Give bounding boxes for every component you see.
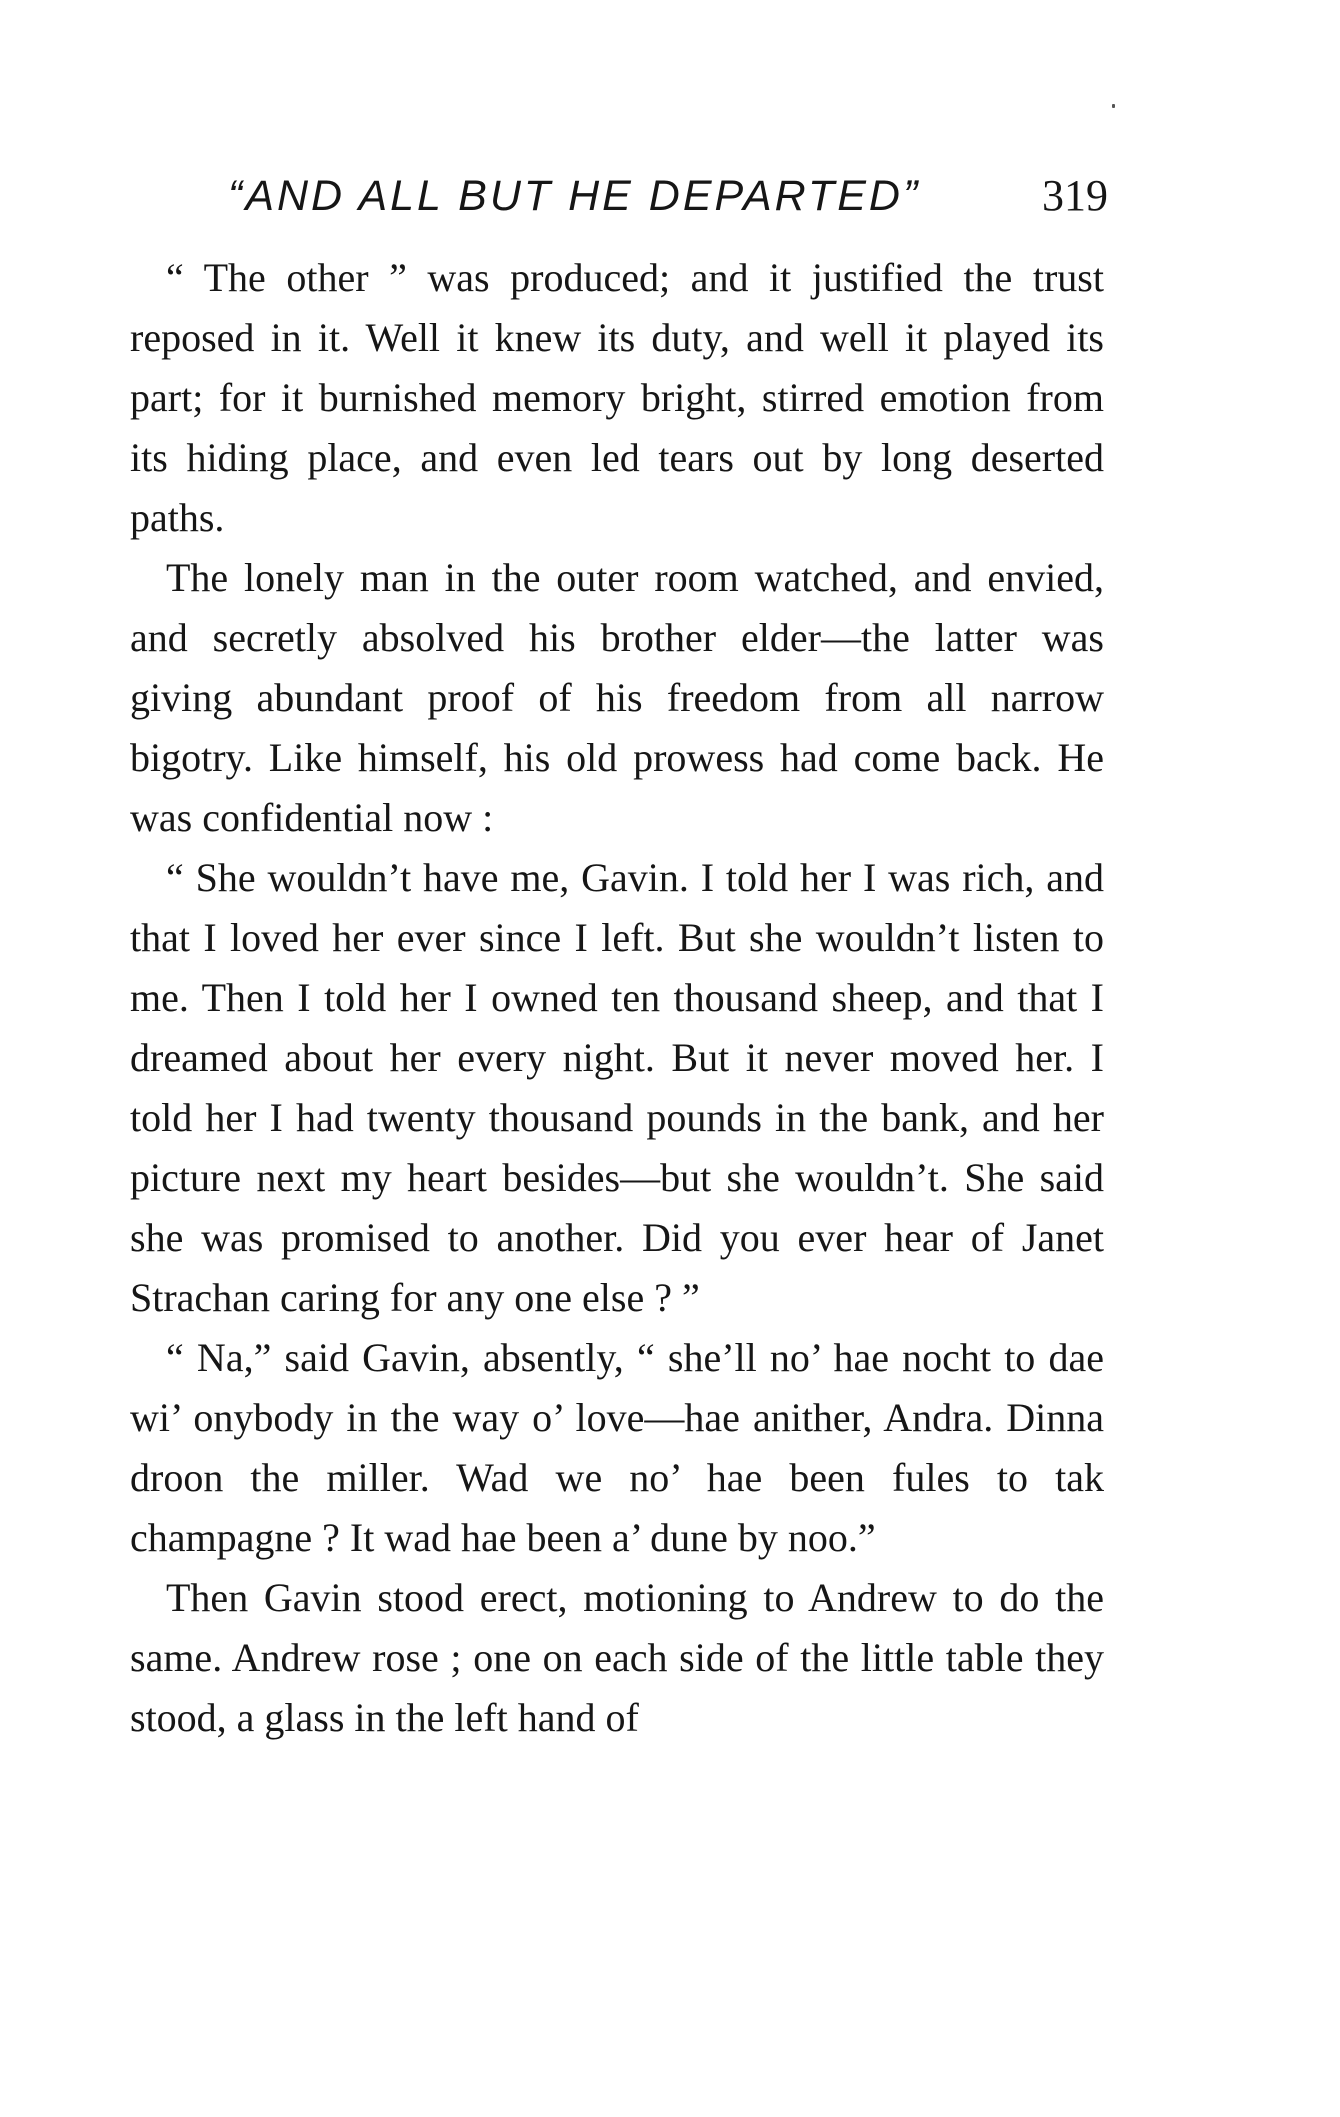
- paragraph-3: “ She wouldn’t have me, Gavin. I told her I was rich, and that I loved her ever since I left. But she wouldn’t listen to me. Then I told her I owned ten thousand sheep, and that I dreamed about her every night. But it never moved her. I told her I had twenty thousand pounds in the bank, and her picture next my heart besides—but she wouldn’t. She said she was promised to another. Did you ever hear of Janet Strachan caring for any one else ? ”: [130, 855, 1104, 1320]
- paragraph-5: Then Gavin stood erect, motioning to Andrew to do the same. Andrew rose ; one on each side of the little table they stood, a glass in the left hand of: [130, 1575, 1104, 1740]
- page-number: 319: [1042, 171, 1108, 220]
- running-head: [228, 168, 1108, 238]
- scan-speck: [1112, 104, 1115, 108]
- paragraph-1: “ The other ” was produced; and it justified the trust reposed in it. Well it knew its duty, and well it played its part; for it burnished memory bright, stirred emotion from its hiding place, and even led tears out by long deserted paths.: [130, 255, 1104, 540]
- running-title: “AND ALL BUT HE DEPARTED”: [228, 172, 921, 220]
- paragraph-4: “ Na,” said Gavin, absently, “ she’ll no’ hae nocht to dae wi’ onybody in the way o’ love—hae anither, Andra. Dinna droon the miller. Wad we no’ hae been fules to tak champagne ? It wad hae been a’ dune by noo.”: [130, 1335, 1104, 1560]
- paragraph-2: The lonely man in the outer room watched, and envied, and secretly absolved his brother elder—the latter was giving abundant proof of his freedom from all narrow bigotry. Like himself, his old prowess had come back. He was confidential now :: [130, 555, 1104, 840]
- body-text: [130, 248, 1104, 1748]
